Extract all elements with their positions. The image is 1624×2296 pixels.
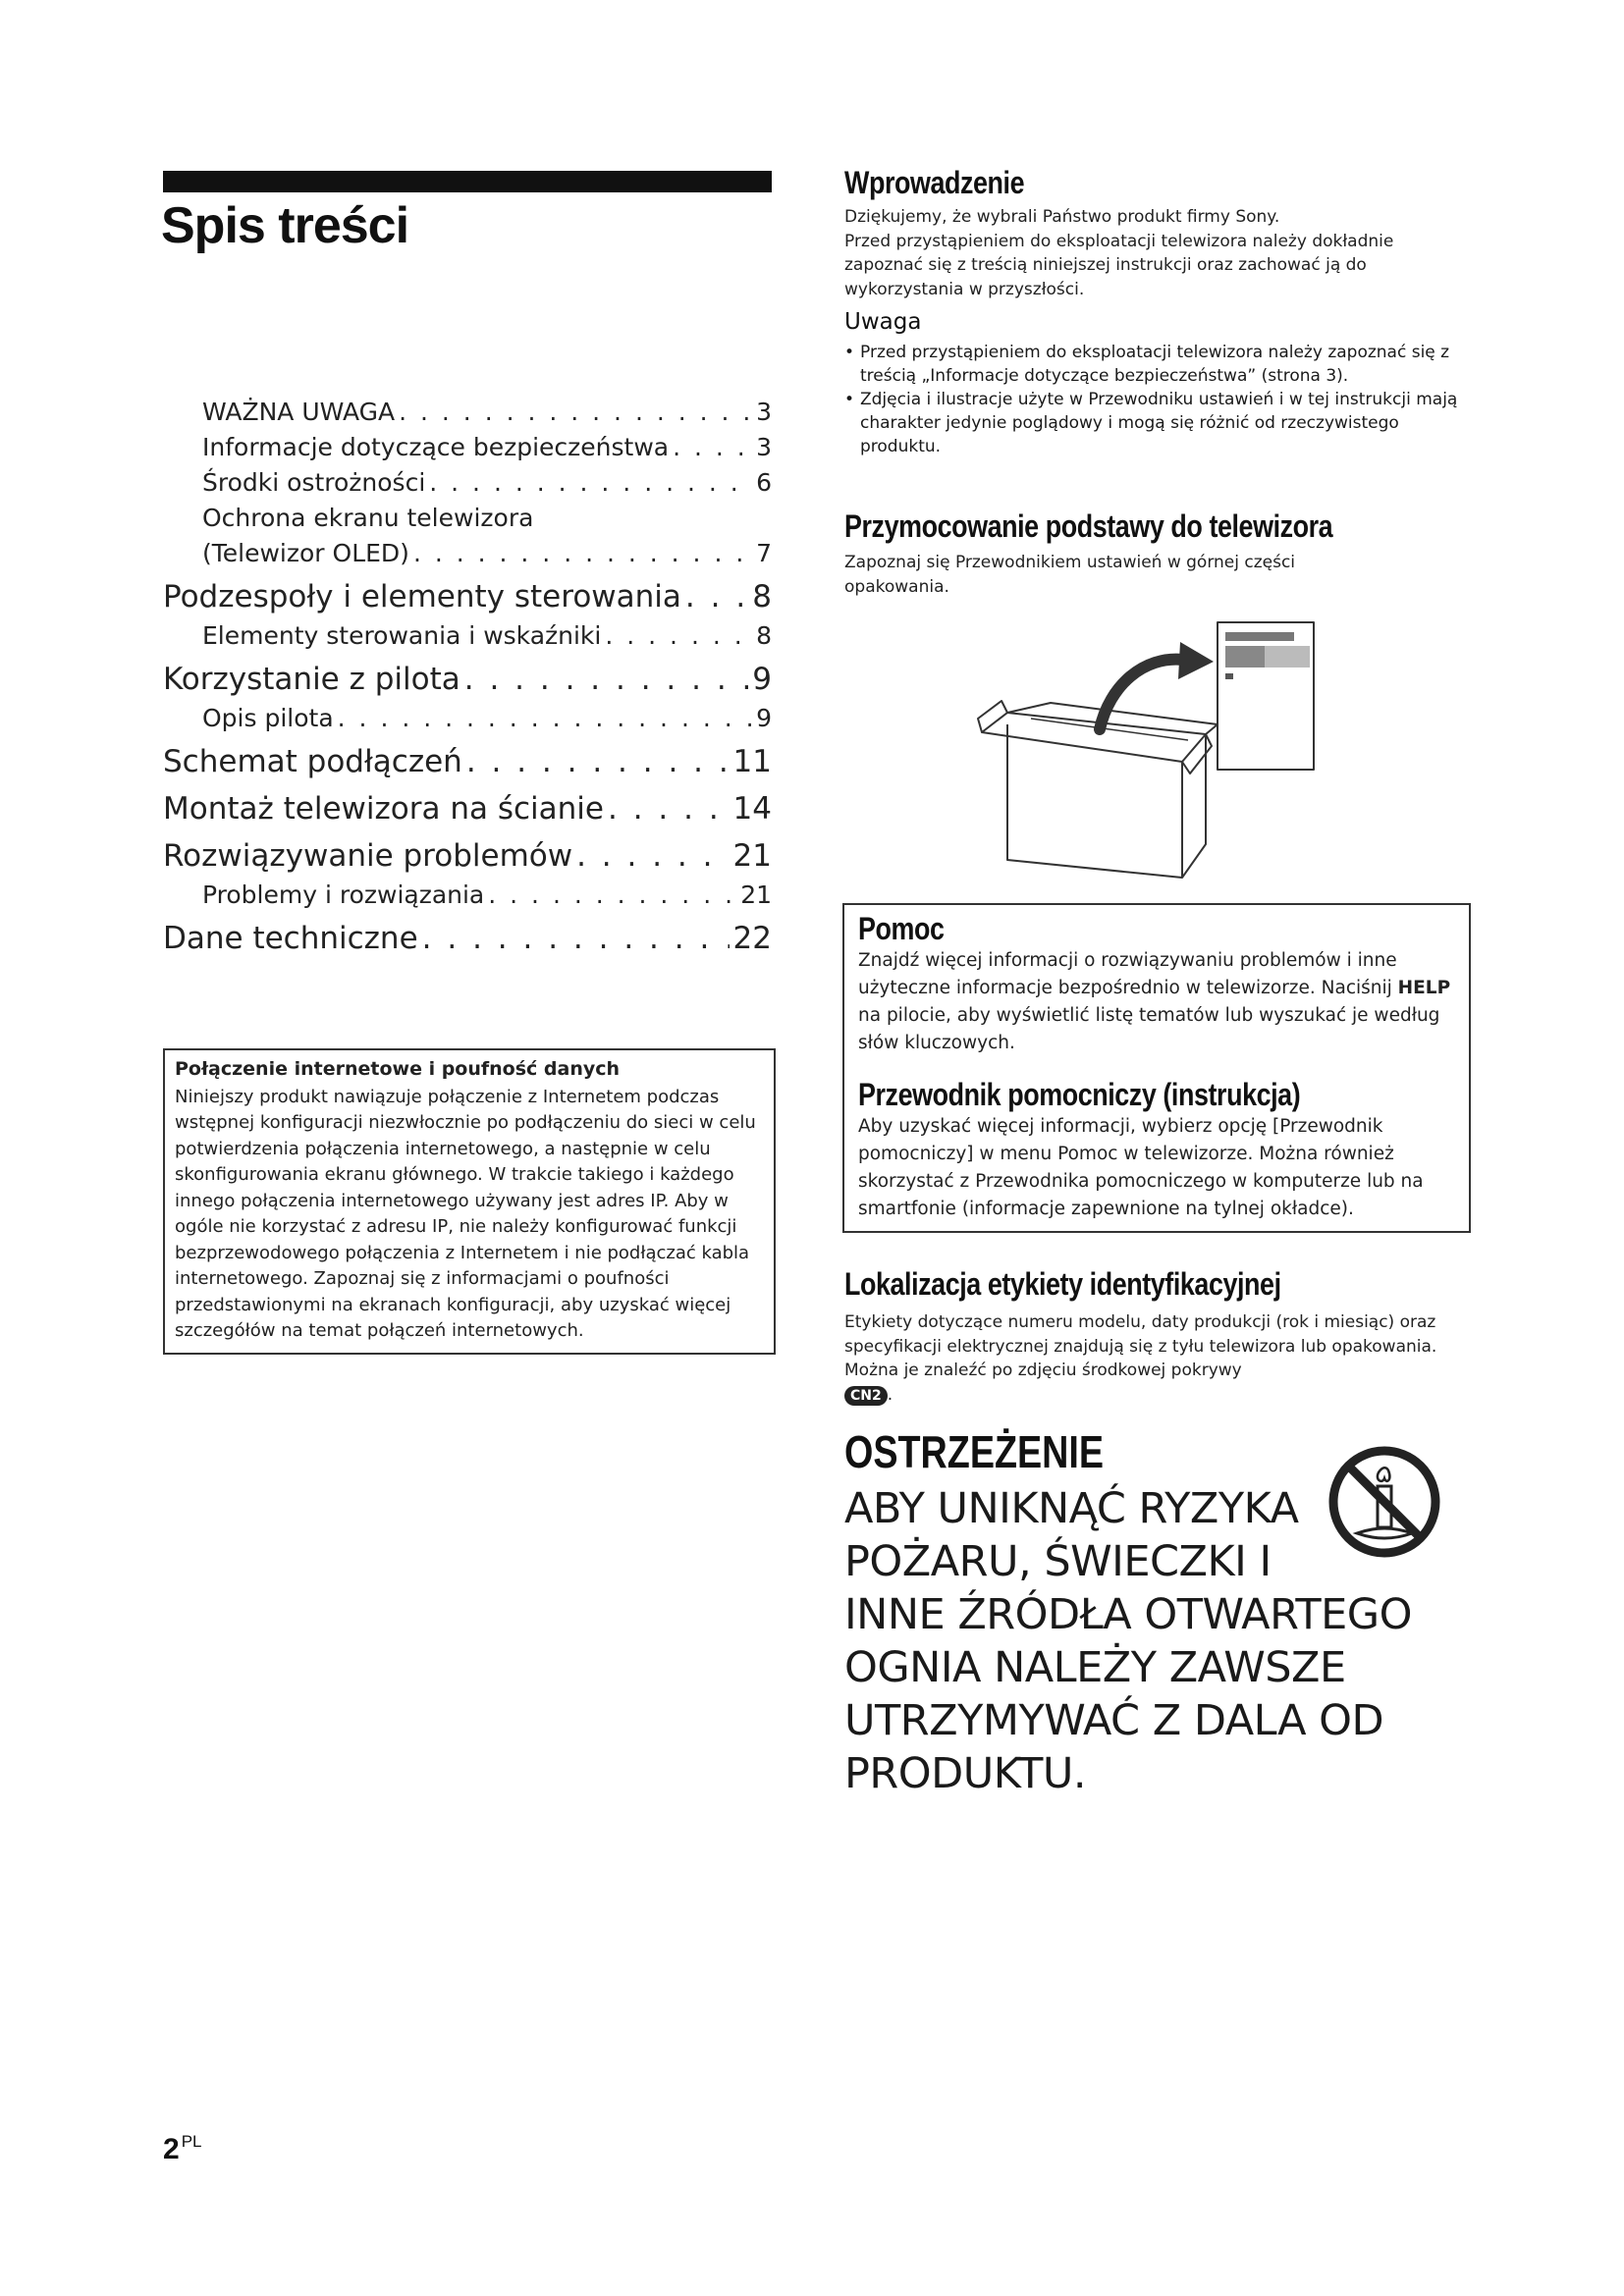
intro-thanks: Dziękujemy, że wybrali Państwo produkt firmy Sony. — [844, 207, 1280, 227]
toc-entry[interactable] — [163, 834, 772, 878]
help-key: HELP — [1397, 978, 1451, 998]
toc-leader — [429, 465, 752, 501]
cn2-badge: CN2 — [844, 1386, 888, 1406]
toc-label: Środki ostrożności — [202, 468, 426, 497]
toc-page: 8 — [752, 579, 772, 614]
toc-page: 6 — [756, 468, 772, 497]
toc-entry[interactable] — [163, 395, 772, 430]
help-body: Znajdź więcej informacji o rozwiązywaniu problemów i inne użyteczne informacje bezpośrednio w telewizorze. Naciśnij HELP na pilocie, aby wyświetlić listę tematów lub wyszukać je według słów kluczowych. — [858, 950, 1451, 1053]
page-title: Spis treści — [161, 197, 409, 254]
warning-heading: OSTRZEŻENIE — [844, 1426, 1105, 1477]
toc-label: Podzespoły i elementy sterowania — [163, 579, 681, 614]
toc-page: 3 — [756, 433, 772, 461]
toc-leader — [464, 658, 749, 701]
no-candle-icon — [1327, 1445, 1441, 1559]
toc-page: 8 — [756, 621, 772, 650]
toc-entry[interactable] — [163, 465, 772, 501]
toc-leader — [605, 618, 752, 654]
toc-label: Opis pilota — [202, 704, 334, 732]
toc-leader — [608, 787, 730, 830]
toc-leader — [399, 395, 752, 430]
warning-line: OGNIA NALEŻY ZAWSZE — [844, 1643, 1346, 1692]
intro-instructions: Przed przystąpieniem do eksploatacji telewizora należy dokładnie zapoznać się z treścią niniejszej instrukcji oraz zachować ją do wykorzystania w przyszłości. — [844, 231, 1394, 299]
privacy-heading: Połączenie internetowe i poufność danych — [175, 1058, 621, 1080]
toc-leader — [576, 834, 729, 878]
stand-section — [844, 508, 1463, 599]
intro-section — [844, 165, 1463, 458]
toc-entry[interactable] — [163, 430, 772, 465]
warning-line: PRODUKTU. — [844, 1749, 1087, 1798]
stand-body: Zapoznaj się Przewodnikiem ustawień w górnej części opakowania. — [844, 553, 1296, 597]
label-body: Etykiety dotyczące numeru modelu, daty produkcji (rok i miesiąc) oraz specyfikacji elektrycznej znajdują się z tyłu telewizora lub opakowania. Można je znaleźć po zdjęciu środkowej pokrywy CN2 . — [844, 1312, 1437, 1405]
toc-label: Korzystanie z pilota — [163, 662, 460, 697]
toc-label: Problemy i rozwiązania — [202, 881, 485, 909]
toc-leader — [488, 878, 736, 913]
toc-entry[interactable] — [163, 658, 772, 701]
privacy-notice-box — [163, 1048, 776, 1355]
language-code: PL — [181, 2132, 202, 2151]
toc-label: Dane techniczne — [163, 921, 418, 956]
toc-entry[interactable] — [163, 536, 772, 571]
toc-label: Elementy sterowania i wskaźniki — [202, 621, 602, 650]
toc-label: Rozwiązywanie problemów — [163, 838, 573, 874]
toc-page: 21 — [740, 881, 772, 909]
toc-entry[interactable] — [163, 917, 772, 960]
label-heading: Lokalizacja etykiety identyfikacyjnej — [844, 1266, 1281, 1302]
toc-leader — [673, 430, 752, 465]
table-of-contents — [163, 395, 772, 960]
note-item: • Zdjęcia i ilustracje użyte w Przewodniku ustawień i w tej instrukcji mają charakter jedynie poglądowy i mogą się różnić od rzeczywistego produktu. — [844, 388, 1463, 458]
guide-heading: Przewodnik pomocniczy (instrukcja) — [858, 1077, 1301, 1112]
stand-heading: Przymocowanie podstawy do telewizora — [844, 508, 1333, 544]
toc-page: 11 — [732, 744, 772, 779]
note-item: • Przed przystąpieniem do eksploatacji telewizora należy zapoznać się z treścią „Informacje dotyczące bezpieczeństwa” (strona 3). — [844, 341, 1463, 388]
toc-leader — [685, 575, 748, 618]
toc-entry[interactable] — [163, 740, 772, 783]
toc-label: WAŻNA UWAGA — [202, 398, 396, 426]
toc-leader — [466, 740, 730, 783]
toc-page: 3 — [756, 398, 772, 426]
toc-page: 9 — [752, 662, 772, 697]
toc-label: Schemat podłączeń — [163, 744, 462, 779]
toc-page: 9 — [756, 704, 772, 732]
toc-label: (Telewizor OLED) — [202, 539, 409, 567]
label-location-section — [844, 1266, 1463, 1407]
toc-label: Montaż telewizora na ścianie — [163, 791, 604, 827]
toc-leader — [413, 536, 752, 571]
guide-body: Aby uzyskać więcej informacji, wybierz opcję [Przewodnik pomocniczy] w menu Pomoc w telewizorze. Można również skorzystać z Przewodnika pomocniczego w komputerze lub na smartfonie (informacje zapewnione na tylnej okładce). — [858, 1116, 1424, 1219]
intro-heading: Wprowadzenie — [844, 165, 1025, 200]
note-list — [844, 341, 1463, 458]
toc-page: 7 — [756, 539, 772, 567]
toc-leader — [338, 701, 752, 736]
toc-entry[interactable] — [163, 618, 772, 654]
toc-leader — [422, 917, 730, 960]
title-rule — [163, 171, 772, 192]
box-guide-illustration — [972, 616, 1326, 881]
toc-label[interactable]: Ochrona ekranu telewizora — [202, 504, 534, 532]
toc-page: 21 — [732, 838, 772, 874]
toc-page: 22 — [732, 921, 772, 956]
help-heading: Pomoc — [858, 911, 945, 946]
toc-label: Informacje dotyczące bezpieczeństwa — [202, 433, 670, 461]
warning-line: ABY UNIKNĄĆ RYZYKA — [844, 1484, 1299, 1533]
toc-entry[interactable] — [163, 787, 772, 830]
toc-page: 14 — [732, 791, 772, 827]
page-number: 2 $^{PL}$ — [163, 2132, 202, 2165]
toc-entry[interactable] — [163, 878, 772, 913]
help-box — [842, 903, 1471, 1233]
warning-line: INNE ŹRÓDŁA OTWARTEGO — [844, 1590, 1412, 1639]
warning-line: POŻARU, ŚWIECZKI I — [844, 1537, 1272, 1586]
note-heading: Uwaga — [844, 309, 922, 335]
toc-entry[interactable] — [163, 575, 772, 618]
toc-entry[interactable] — [163, 701, 772, 736]
warning-line: UTRZYMYWAĆ Z DALA OD — [844, 1696, 1384, 1745]
privacy-body: Niniejszy produkt nawiązuje połączenie z Internetem podczas wstępnej konfiguracji niezwłocznie po podłączeniu do sieci w celu potwierdzenia połączenia internetowego, a następnie w celu skonfigurowania ekranu głównego. W trakcie takiego i każdego innego połączenia internetowego używany jest adres IP. Aby w ogóle nie korzystać z adresu IP, nie należy konfigurować funkcji bezprzewodowego połączenia z Internetem i nie podłączać kabla internetowego. Zapoznaj się z informacjami o poufności przedstawionymi na ekranach konfiguracji, aby uzyskać więcej szczegółów na temat połączeń internetowych. — [175, 1086, 756, 1341]
